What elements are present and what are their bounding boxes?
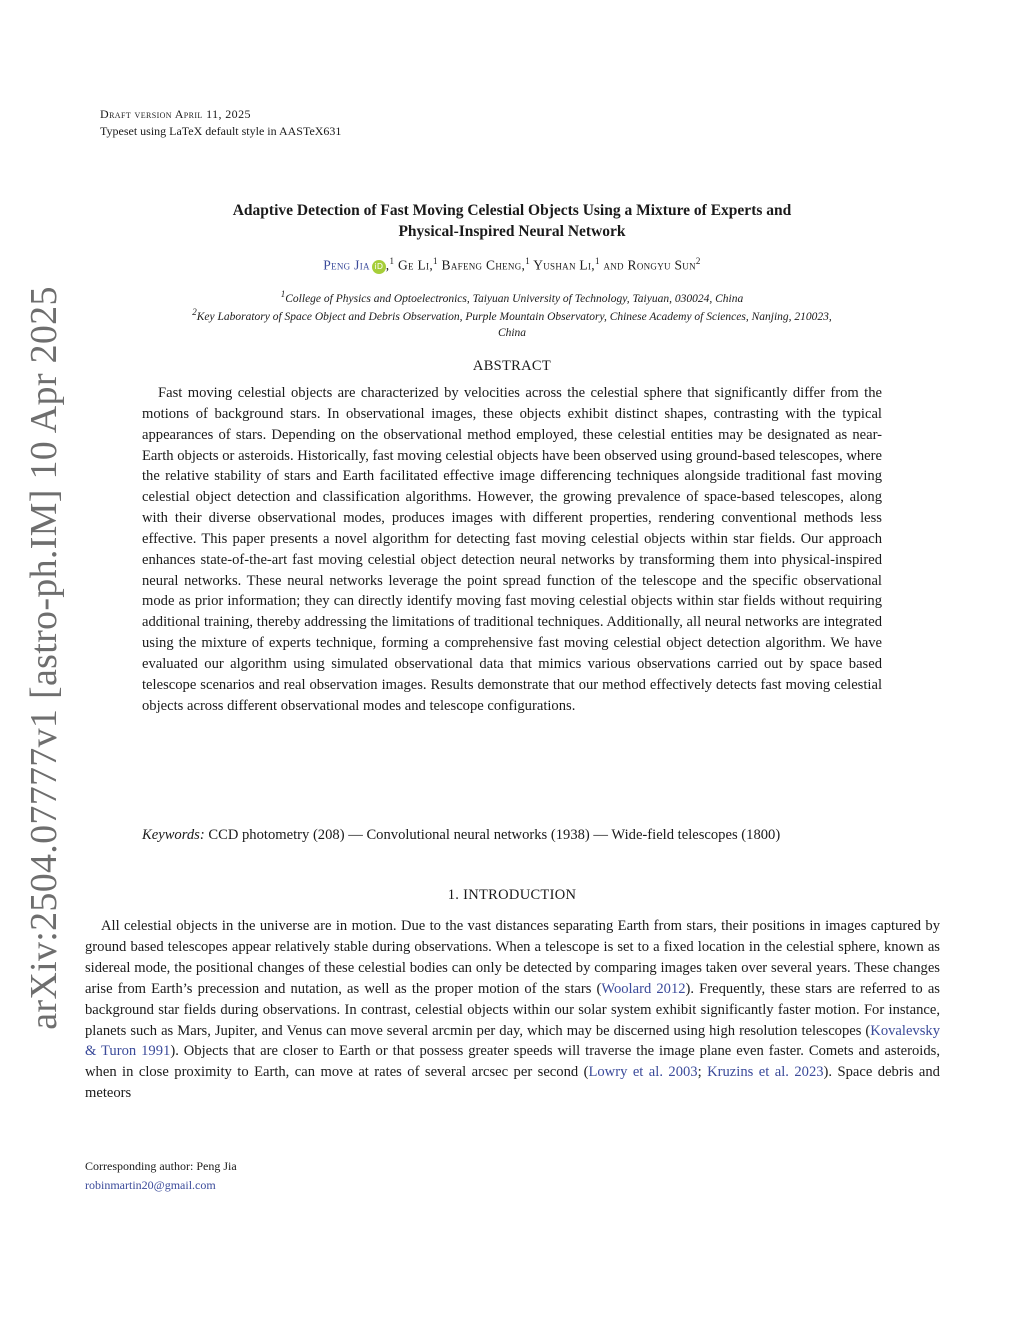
title-line-2: Physical-Inspired Neural Network [398, 223, 626, 240]
abstract-text: Fast moving celestial objects are characterized by velocities across the celestial sphere that significantly differ from the motions of background stars. In observational images, these objects exhibit distinct shapes, contrasting with the typical appearances of stars. Depending on the observational method employed, these celestial entities may be designated as near-Earth objects or asteroids. Historically, fast moving celestial objects have been observed using ground-based telescopes, where the relative stability of stars and Earth facilitated effective image differencing techniques alongside traditional fast moving celestial object detection and classification algorithms. However, the growing prevalence of space-based telescopes, along with their diverse observational modes, produces images with different properties, rendering conventional methods less effective. This paper presents a novel algorithm for detecting fast moving celestial objects within star fields. Our approach enhances state-of-the-art fast moving celestial object detection neural networks by transforming them into physical-inspired neural networks. These neural networks leverage the point spread function of the telescope and the specific observational mode as prior information; they can directly identify moving fast moving celestial objects within star fields without requiring additional training, thereby addressing the limitations of traditional techniques. Additionally, all neural networks are integrated using the mixture of experts technique, forming a comprehensive fast moving celestial object detection algorithm. We have evaluated our algorithm using simulated observational data that mimics various observations carried out by space based telescope scenarios and real observation images. Results demonstrate that our method effectively detects fast moving celestial objects across different observational modes and telescope configurations. [142, 385, 882, 714]
author-affiliation-mark: 1 [389, 256, 395, 266]
author-yushan-li: Yushan Li, [533, 257, 595, 273]
arxiv-identifier-stamp[interactable]: arXiv:2504.07777v1 [astro-ph.IM] 10 Apr 2025 [23, 286, 65, 1030]
draft-version-line: Draft version April 11, 2025 [100, 107, 251, 121]
author-rongyu-sun: and Rongyu Sun [603, 257, 696, 273]
affiliation-number: 1 [280, 289, 286, 299]
author-list: Peng Jia iD ,$^1$ Ge Li,$^1$ Bafeng Cheng,$^1$ Yushan Li,$^1$ and Rongyu Sun$^2$ [323, 256, 701, 273]
affiliation-1-text: College of Physics and Optoelectronics, Taiyuan University of Technology, Taiyuan, 030024, China [285, 292, 744, 305]
keywords [142, 825, 882, 846]
author-peng-jia-link[interactable]: Peng Jia [323, 257, 370, 273]
citation-lowry-2003[interactable]: Lowry et al. 2003 [588, 1064, 698, 1081]
intro-text: ). Frequently, these stars are referred to as background star fields during observations. In contrast, celestial objects within our solar system exhibit significantly faster motion. For instance, planets such as Mars, Jupiter, and Venus can move several arcmin per day, which may be discerned using high resolution telescopes ( [85, 980, 940, 1039]
footnote [85, 1157, 237, 1195]
author-affiliation-mark: 1 [594, 256, 600, 266]
introduction-paragraph [85, 916, 940, 1104]
affiliation-2-text: Key Laboratory of Space Object and Debris Observation, Purple Mountain Observatory, Chinese Academy of Sciences, Nanjing, 210023, [196, 310, 832, 323]
keywords-label: Keywords: [142, 827, 205, 843]
typeset-line: Typeset using LaTeX default style in AASTeX631 [100, 124, 342, 138]
intro-text: ). Space debris and meteors [85, 1064, 940, 1102]
author-affiliation-mark: 1 [433, 256, 438, 266]
author-bafeng-cheng: Bafeng Cheng, [441, 257, 526, 273]
corresponding-author: Corresponding author: Peng Jia [85, 1159, 237, 1173]
corresponding-email-link[interactable]: robinmartin20@gmail.com [85, 1178, 216, 1192]
author-affiliation-mark: 1 [525, 256, 530, 266]
orcid-icon[interactable]: iD [372, 260, 386, 274]
citation-woolard-2012[interactable]: Woolard 2012 [601, 980, 686, 997]
affiliation-2-country: China [497, 326, 527, 339]
affiliation-2 [77, 304, 947, 341]
section-heading-introduction: 1. INTRODUCTION [447, 887, 577, 903]
abstract-heading: ABSTRACT [472, 358, 552, 374]
affiliation-number: 2 [192, 307, 197, 317]
author-affiliation-mark: 2 [695, 256, 701, 266]
title-line-1: Adaptive Detection of Fast Moving Celestial Objects Using a Mixture of Experts and [232, 202, 792, 219]
citation-kruzins-2023[interactable]: Kruzins et al. 2023 [707, 1064, 824, 1081]
author-ge-li: Ge Li, [397, 257, 434, 273]
citation-kovalevsky-turon-1991[interactable]: Kovalevsky & Turon 1991 [85, 1022, 940, 1060]
intro-text: ). Objects that are closer to Earth or that possess greater speeds will traverse the image plane even faster. Comets and asteroids, when in close proximity to Earth, can move at rates of several arcsec per second ( [85, 1043, 940, 1081]
paper-title [110, 200, 914, 242]
document-header [100, 106, 341, 140]
intro-text: All celestial objects in the universe are in motion. Due to the vast distances separating Earth from stars, their positions in images captured by ground based telescopes appear relatively stable during observations. When a telescope is set to a fixed location in the celestial sphere, known as sidereal mode, the positional changes of these celestial bodies can only be detected by comparing images taken over several years. These changes arise from Earth’s precession and nutation, as well as the proper motion of the stars ( [85, 918, 940, 997]
keywords-text: CCD photometry (208) — Convolutional neural networks (1938) — Wide-field telescopes (1800) [208, 827, 781, 843]
citation-separator: ; [697, 1064, 708, 1081]
